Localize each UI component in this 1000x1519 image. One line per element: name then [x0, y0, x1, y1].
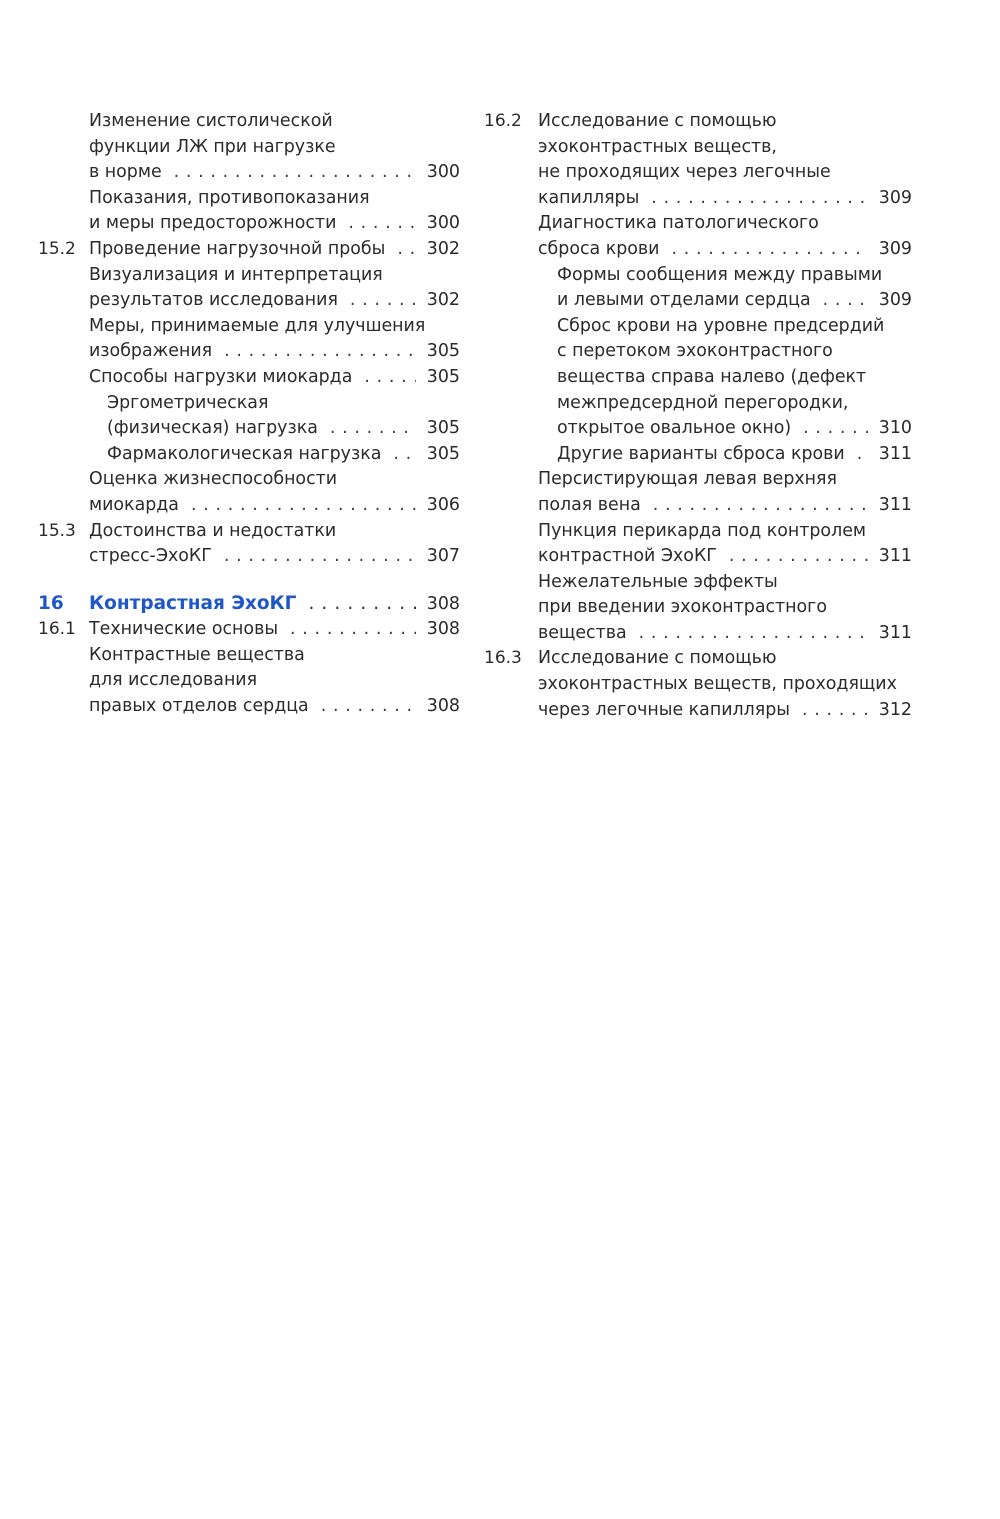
toc-entry[interactable]: [484, 314, 912, 442]
toc-entry-text: в норме: [89, 162, 162, 183]
toc-entry-text: через легочные капилляры: [538, 699, 790, 720]
section-number: 15.2: [38, 238, 76, 259]
toc-entry[interactable]: [38, 263, 460, 314]
toc-page-number: 308: [426, 696, 460, 717]
dot-leader: [671, 237, 868, 263]
toc-page-number: 305: [426, 443, 460, 464]
toc-entry-text: Контрастные вещества: [89, 644, 305, 665]
toc-page-number: 302: [426, 238, 460, 259]
toc-entry[interactable]: [484, 442, 912, 468]
toc-page-number: 300: [426, 162, 460, 183]
toc-entry-text: с перетоком эхоконтрастного: [557, 341, 833, 362]
toc-entry-text: Изменение систолической: [89, 111, 333, 131]
toc-entry[interactable]: [484, 263, 912, 314]
toc-entry[interactable]: [38, 365, 460, 391]
toc-entry-text: Другие варианты сброса крови: [557, 443, 845, 464]
toc-entry-text: Показания, противопоказания: [89, 187, 370, 208]
toc-entry-text: межпредсердной перегородки,: [557, 392, 849, 413]
toc-entry[interactable]: [484, 109, 912, 211]
dot-leader: [803, 416, 868, 442]
toc-entry-text: Нежелательные эффекты: [538, 571, 778, 592]
dot-leader: [823, 288, 868, 314]
toc-entry-text: Оценка жизнеспособности: [89, 469, 338, 490]
dot-leader: [321, 694, 416, 720]
dot-leader: [224, 544, 416, 570]
toc-page-number: 305: [426, 418, 460, 439]
toc-entry-text: Фармакологическая нагрузка: [107, 443, 382, 464]
toc-entry-text: Сброс крови на уровне предсердий: [557, 315, 885, 336]
dot-leader: [364, 365, 416, 391]
section-number: 16.2: [484, 111, 522, 131]
toc-entry[interactable]: [484, 570, 912, 647]
toc-page-number: 309: [878, 238, 912, 259]
dot-leader: [174, 160, 416, 186]
toc-column-left: [38, 109, 460, 720]
toc-page-number: 309: [878, 187, 912, 208]
toc-entry-text: вещества: [538, 622, 627, 643]
toc-entry[interactable]: [484, 519, 912, 570]
toc-entry[interactable]: [484, 646, 912, 723]
toc-entry-text: Диагностика патологического: [538, 213, 819, 234]
dot-leader: [857, 442, 868, 468]
toc-entry-text: изображения: [89, 341, 213, 362]
toc-page-number: 306: [426, 494, 460, 515]
toc-entry[interactable]: [38, 314, 460, 365]
toc-entry[interactable]: [38, 237, 460, 263]
chapter-title: Контрастная ЭхоКГ: [89, 592, 297, 614]
toc-entry-text: Исследование с помощью: [538, 648, 777, 669]
toc-entry[interactable]: [484, 467, 912, 518]
dot-leader: [224, 339, 416, 365]
toc-entry-text: не проходящих через легочные: [538, 162, 831, 183]
toc-entry-text: Персистирующая левая верхняя: [538, 469, 837, 490]
toc-entry[interactable]: [38, 617, 460, 643]
toc-chapter-entry[interactable]: [38, 591, 460, 618]
toc-page-number: 305: [426, 366, 460, 387]
dot-leader: [290, 617, 416, 643]
toc-entry[interactable]: [38, 109, 460, 186]
toc-entry-text: открытое овальное окно): [557, 418, 792, 439]
toc-entry-text: Исследование с помощью: [538, 111, 777, 131]
dot-leader: [348, 211, 416, 237]
toc-entry-text: полая вена: [538, 494, 641, 515]
toc-entry[interactable]: [38, 519, 460, 570]
toc-page-number: 311: [878, 546, 912, 567]
toc-entry-text: контрастной ЭхоКГ: [538, 546, 717, 567]
toc-entry-text: Пункция перикарда под контролем: [538, 520, 867, 541]
section-number: 16.1: [38, 619, 76, 640]
toc-page-number: 311: [878, 494, 912, 515]
toc-page-number: 307: [426, 546, 460, 567]
toc-entry[interactable]: [38, 442, 460, 468]
dot-leader: [191, 493, 416, 519]
toc-entry-text: для исследования: [89, 670, 258, 691]
toc-page-number: 310: [878, 418, 912, 439]
toc-entry-text: эхоконтрастных веществ,: [538, 136, 777, 157]
chapter-spacer: [38, 570, 460, 591]
dot-leader: [330, 416, 416, 442]
toc-page-number: 311: [878, 622, 912, 643]
toc-entry-text: миокарда: [89, 494, 179, 515]
toc-entry-text: сброса крови: [538, 238, 660, 259]
toc-entry[interactable]: [38, 186, 460, 237]
section-number: 16.3: [484, 648, 522, 669]
dot-leader: [651, 186, 868, 212]
toc-entry-text: Технические основы: [89, 619, 279, 640]
toc-entry-text: правых отделов сердца: [89, 696, 309, 717]
toc-page-number: 311: [878, 443, 912, 464]
toc-column-right: [484, 109, 912, 723]
toc-entry-text: стресс-ЭхоКГ: [89, 546, 212, 567]
dot-leader: [308, 591, 416, 617]
toc-page-number: 308: [426, 619, 460, 640]
toc-entry[interactable]: [38, 643, 460, 720]
dot-leader: [350, 288, 416, 314]
toc-entry-text: вещества справа налево (дефект: [557, 366, 867, 387]
dot-leader: [639, 621, 868, 647]
toc-entry[interactable]: [484, 211, 912, 262]
section-number: 15.3: [38, 520, 76, 541]
toc-page-number: 308: [426, 593, 460, 614]
toc-entry-text: Проведение нагрузочной пробы: [89, 238, 386, 259]
toc-entry-text: Меры, принимаемые для улучшения: [89, 315, 426, 336]
toc-entry-text: Формы сообщения между правыми: [557, 264, 883, 285]
dot-leader: [729, 544, 868, 570]
toc-entry-text: Достоинства и недостатки: [89, 520, 337, 541]
toc-entry-text: капилляры: [538, 187, 640, 208]
toc-entry-text: (физическая) нагрузка: [107, 418, 318, 439]
toc-entry-text: и левыми отделами сердца: [557, 290, 811, 311]
toc-entry-text: функции ЛЖ при нагрузке: [89, 136, 336, 157]
dot-leader: [802, 698, 868, 724]
toc-entry-text: Эргометрическая: [107, 392, 269, 413]
toc-page-number: 312: [878, 699, 912, 720]
toc-entry-text: Визуализация и интерпретация: [89, 264, 383, 285]
toc-page-number: 305: [426, 341, 460, 362]
toc-entry-text: при введении эхоконтрастного: [538, 597, 827, 618]
toc-entry-text: эхоконтрастных веществ, проходящих: [538, 674, 897, 695]
toc-entry[interactable]: [38, 467, 460, 518]
dot-leader: [393, 442, 416, 468]
toc-entry-text: и меры предосторожности: [89, 213, 337, 234]
toc-entry-text: Способы нагрузки миокарда: [89, 366, 353, 387]
toc-entry-text: результатов исследования: [89, 290, 338, 311]
dot-leader: [653, 493, 868, 519]
dot-leader: [397, 237, 416, 263]
toc-page-number: 309: [878, 290, 912, 311]
toc-entry[interactable]: [38, 391, 460, 442]
toc-page-number: 302: [426, 290, 460, 311]
chapter-number: 16: [38, 592, 64, 614]
toc-page-number: 300: [426, 213, 460, 234]
